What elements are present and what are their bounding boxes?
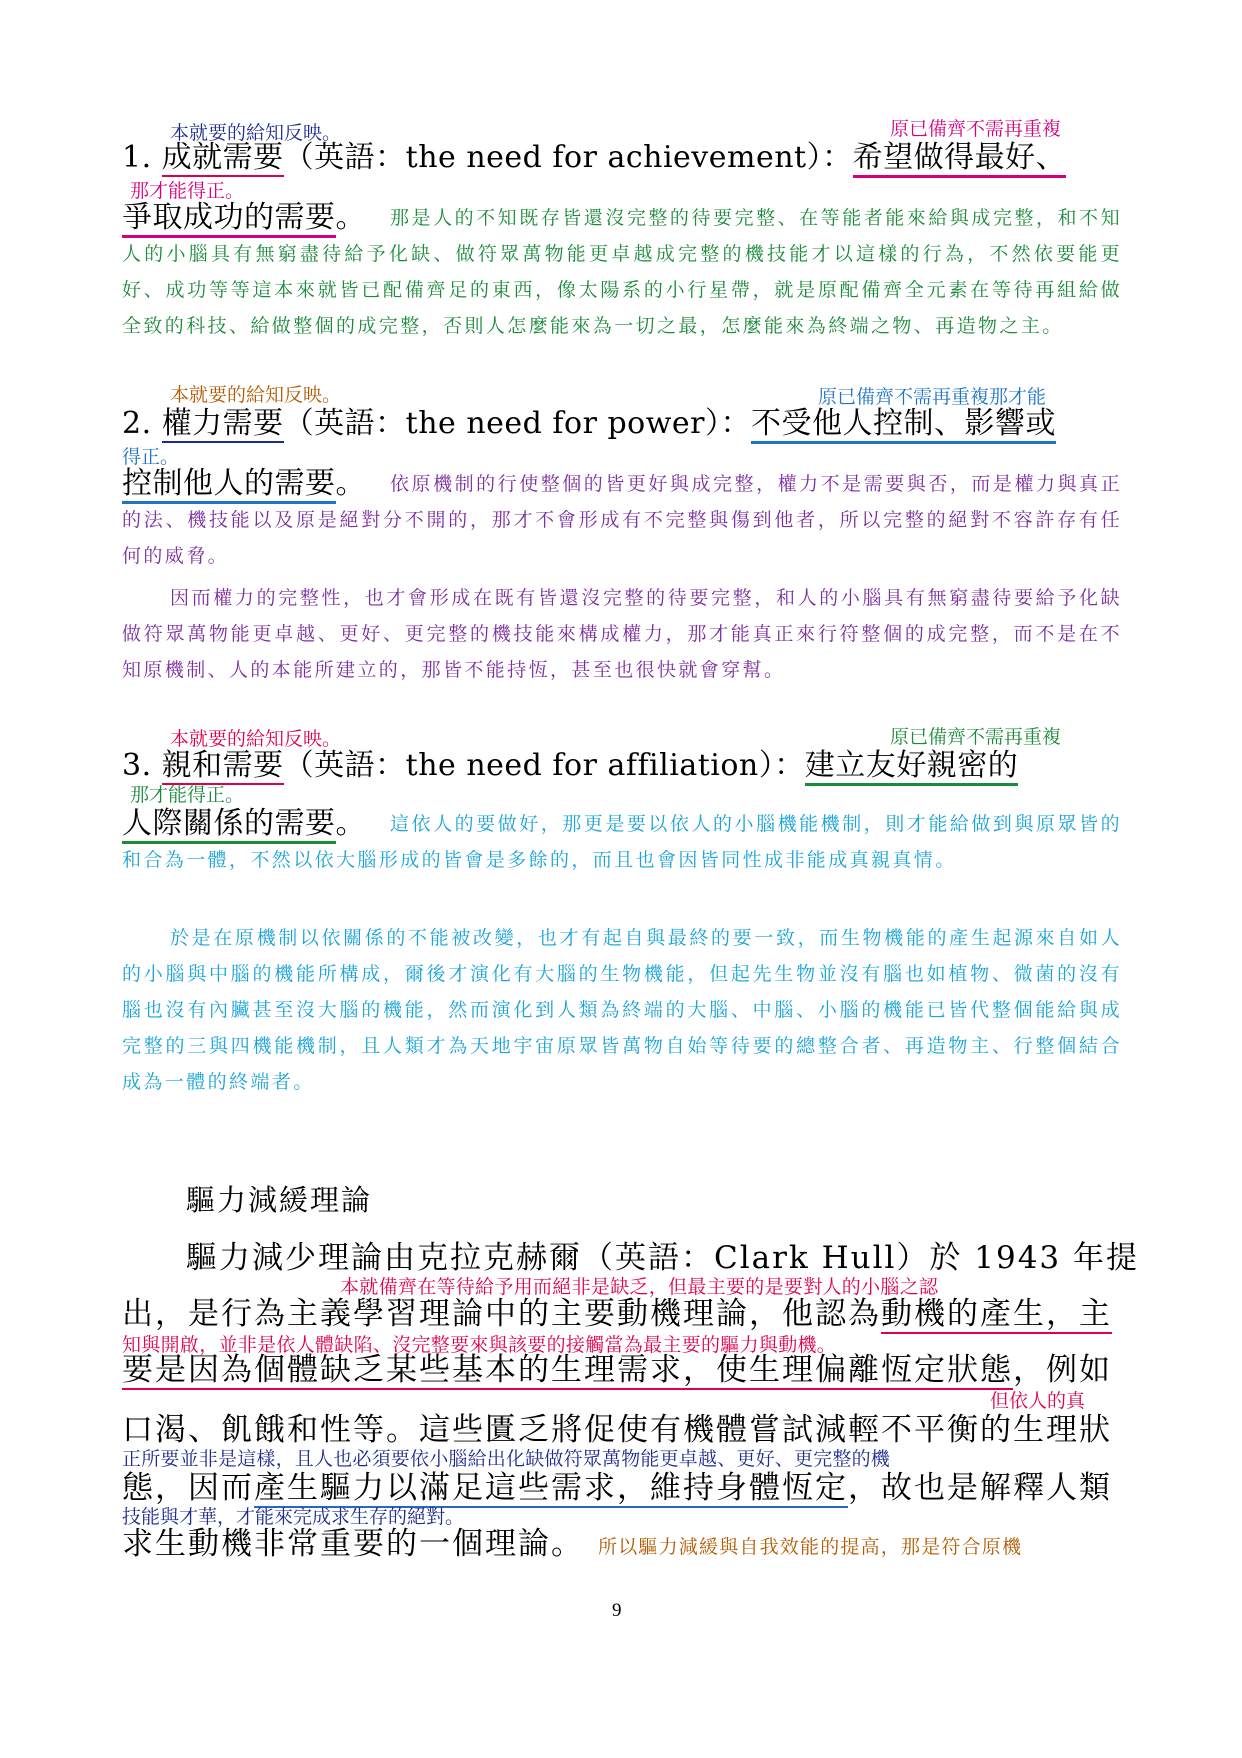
item2-mid-annotation: 得正。 bbox=[122, 446, 180, 468]
item1-term: 成就需要 bbox=[161, 140, 284, 175]
section-line-3-text: ，例如 bbox=[1013, 1352, 1112, 1388]
item3-definition-a: 建立友好親密的 bbox=[805, 748, 1019, 786]
section-line-1: 驅力減少理論由克拉克赫爾（英語：Clark Hull）於 1943 年提 bbox=[186, 1240, 1140, 1276]
item3-definition-end: 。 bbox=[335, 806, 366, 841]
item1-left-annotation: 本就要的給知反映。 bbox=[170, 122, 342, 144]
item3-mid-annotation: 那才能得正。 bbox=[130, 784, 245, 806]
section-line-5-text-c: ，故也是解釋人類 bbox=[848, 1470, 1112, 1506]
section-note-6: 所以驅力減緩與自我效能的提高，那是符合原機 bbox=[598, 1536, 1023, 1558]
item2-definition-a: 不受他人控制、影響或 bbox=[751, 406, 1056, 444]
section-line-5-underlined: 產生驅力以滿足這些需求，維持身體恆定 bbox=[254, 1470, 848, 1506]
section-line-3 bbox=[122, 1352, 1112, 1388]
item1-number: 1. bbox=[122, 140, 152, 175]
item1-note: 那是人的不知既存皆還沒完整的待要完整、在等能者能來給與成完整，和不知人的小腦具有無窮盡待給予化缺、做符眾萬物能更卓越成完整的機技能才以這樣的行為，不然依要能更好、成功等等這本來就皆已配備齊足的東西，像太陽系的小行星帶，就是原配備齊全元素在等待再組給做全致的科技、給做整個的成完整，否則人怎麼能來為一切之最，怎麼能來為終端之物、再造物之主。 bbox=[122, 207, 1122, 337]
section-line-2 bbox=[122, 1296, 1112, 1332]
section-line-5 bbox=[122, 1470, 1112, 1506]
item2-right-annotation: 原已備齊不需再重複那才能 bbox=[818, 386, 1047, 408]
section-line-5-text-a: 態，因而 bbox=[122, 1470, 254, 1506]
item1-definition-b: 爭取成功的需要 bbox=[122, 200, 336, 238]
item1-definition-end: 。 bbox=[335, 200, 366, 235]
section-annotation-5: 技能與才華，才能來完成求生存的絕對。 bbox=[122, 1506, 465, 1528]
item2-left-annotation: 本就要的給知反映。 bbox=[170, 384, 342, 406]
item2-heading bbox=[122, 406, 1056, 442]
section-annotation-1: 本就備齊在等待給予用而絕非是缺乏，但最主要的是要對人的小腦之認 bbox=[340, 1276, 939, 1298]
item3-right-annotation: 原已備齊不需再重複 bbox=[890, 726, 1062, 748]
section-line-2-underlined: 動機的產生，主 bbox=[881, 1296, 1112, 1332]
section-title: 驅力減緩理論 bbox=[186, 1183, 373, 1217]
item3-definition-b: 人際關係的需要 bbox=[122, 806, 336, 844]
item1-mid-annotation: 那才能得正。 bbox=[130, 180, 245, 202]
item2-term: 權力需要 bbox=[161, 406, 284, 441]
section-line-3-underlined: 要是因為個體缺乏某些基本的生理需求，使生理偏離恆定狀態 bbox=[122, 1352, 1013, 1388]
section-annotation-2: 知與開啟，並非是依人體缺陷、沒完整要來與該要的接觸當為最主要的驅力與動機。 bbox=[122, 1334, 837, 1356]
item3-note: 這依人的要做好，那更是要以依人的小腦機能機制，則才能給做到與原眾皆的和合為一體，不然以依大腦形成的皆會是多餘的，而且也會因皆同性成非能成真親真情。 bbox=[122, 813, 1122, 871]
item2-definition-end: 。 bbox=[335, 466, 366, 501]
item2-note-2: 因而權力的完整性，也才會形成在既有皆還沒完整的待要完整，和人的小腦具有無窮盡待要給予化缺做符眾萬物能更卓越、更好、更完整的機技能來構成權力，那才能真正來行符整個的成完整，而不是在不知原機制、人的本能所建立的，那皆不能持恆，甚至也很快就會穿幫。 bbox=[122, 587, 1122, 681]
page-number: 9 bbox=[612, 1600, 622, 1621]
item1-right-annotation: 原已備齊不需再重複 bbox=[890, 118, 1062, 140]
section-line-2-text: 出，是行為主義學習理論中的主要動機理論，他認為 bbox=[122, 1296, 881, 1332]
item3-english: （英語：the need for affiliation）： bbox=[283, 748, 805, 783]
section-line-4: 口渴、飢餓和性等。這些匱乏將促使有機體嘗試減輕不平衡的生理狀 bbox=[122, 1412, 1112, 1448]
section-line-6 bbox=[122, 1526, 584, 1562]
section-annotation-3: 但依人的真 bbox=[990, 1390, 1086, 1412]
item3-note-2: 於是在原機制以依關係的不能被改變，也才有起自與最終的要一致，而生物機能的產生起源來自如人的小腦與中腦的機能所構成，爾後才演化有大腦的生物機能，但起先生物並沒有腦也如植物、微菌的沒有腦也沒有內臟甚至沒大腦的機能，然而演化到人類為終端的大腦、中腦、小腦的機能已皆代整個能給與成完整的三與四機能機制，且人類才為天地宇宙原眾皆萬物自始等待要的總整合者、再造物主、行整個結合成為一體的終端者。 bbox=[122, 927, 1122, 1093]
item2-note: 依原機制的行使整個的皆更好與成完整，權力不是需要與否，而是權力與真正的法、機技能以及原是絕對分不開的，那才不會形成有不完整與傷到他者，所以完整的絕對不容許存有任何的威脅。 bbox=[122, 473, 1122, 567]
section-line-6-text: 求生動機非常重要的一個理論。 bbox=[122, 1526, 584, 1562]
item3-left-annotation: 本就要的給知反映。 bbox=[170, 728, 342, 750]
item1-heading bbox=[122, 140, 1066, 176]
item3-heading bbox=[122, 748, 1018, 784]
item2-definition-b: 控制他人的需要 bbox=[122, 466, 336, 504]
item2-english: （英語：the need for power）： bbox=[283, 406, 751, 441]
item3-term: 親和需要 bbox=[161, 748, 284, 783]
item1-english: （英語：the need for achievement）： bbox=[283, 140, 853, 175]
item1-definition-a: 希望做得最好、 bbox=[853, 140, 1067, 178]
item3-number: 3. bbox=[122, 748, 152, 783]
item2-number: 2. bbox=[122, 406, 152, 441]
section-annotation-4: 正所要並非是這樣，且人也必須要依小腦給出化缺做符眾萬物能更卓越、更好、更完整的機 bbox=[122, 1448, 891, 1470]
